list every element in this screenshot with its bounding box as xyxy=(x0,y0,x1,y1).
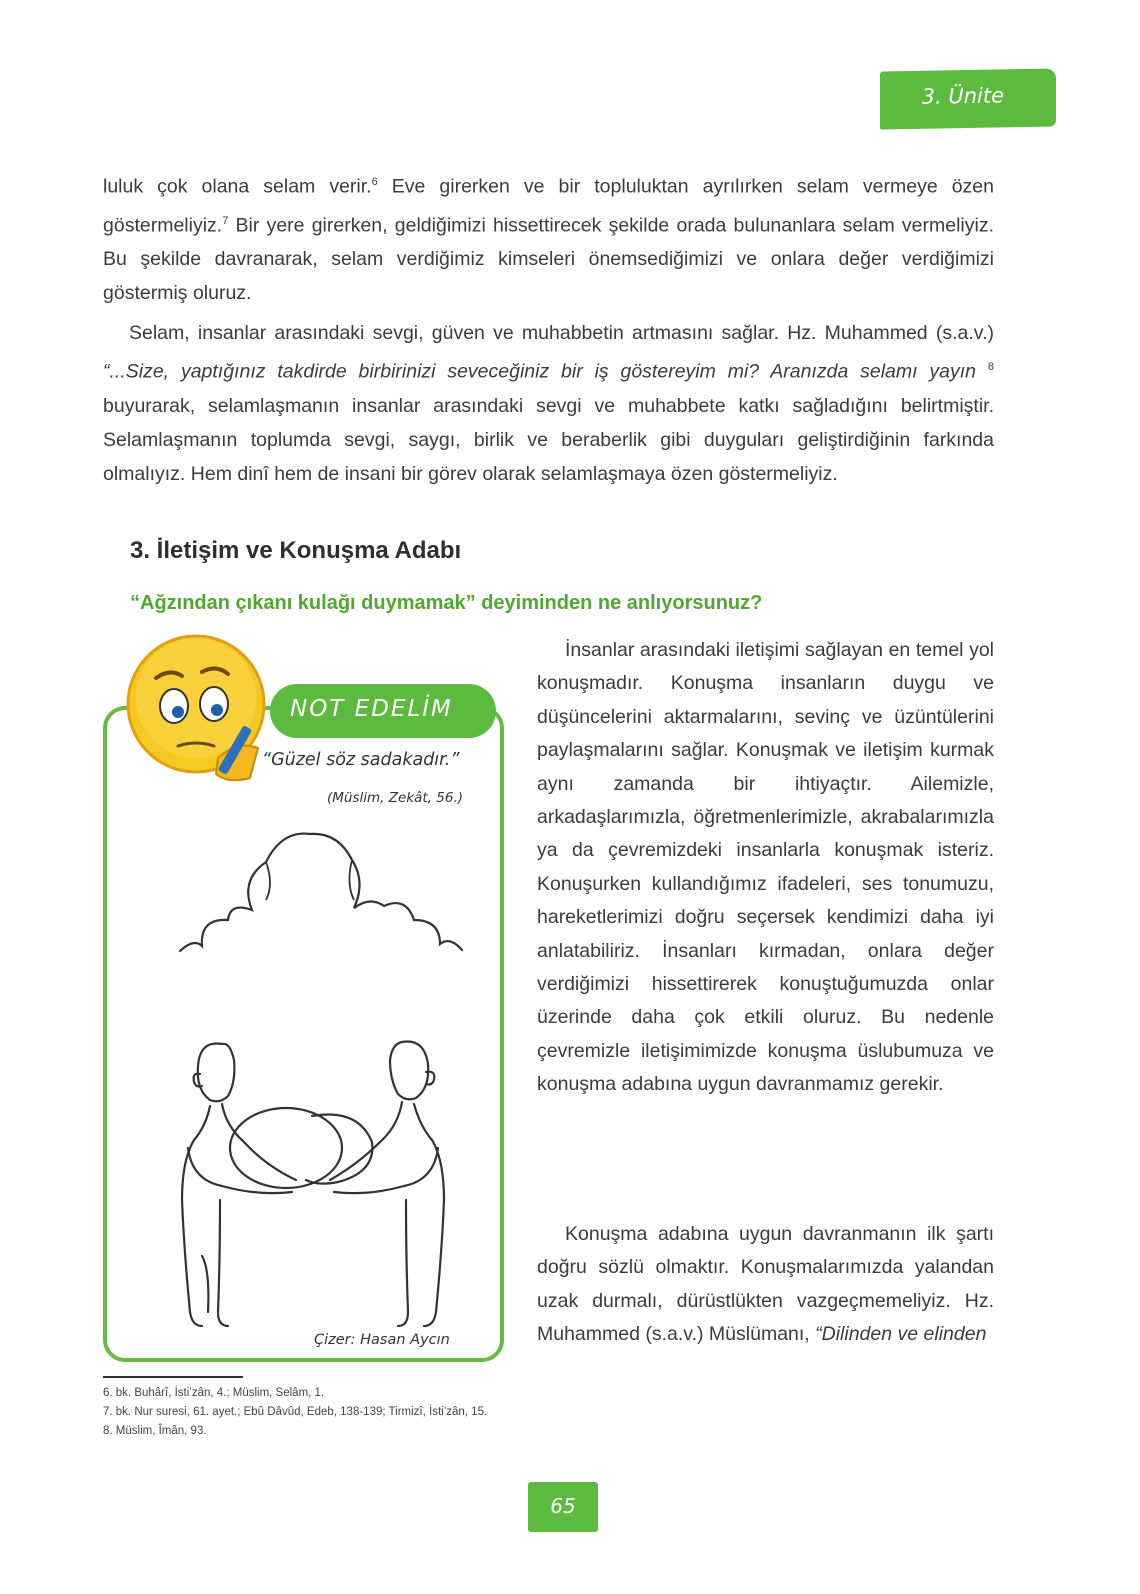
body-paragraph-3: İnsanlar arasındaki iletişimi sağlayan en temel yol konuşmadır. Konuşma insanların duygu ve düşüncelerini aktarmalarını, sevinç ve üzüntülerini paylaşmalarını sağlar. Konuşmak ve iletişim kurmak aynı zamanda bir ihtiyaçtır. Ailemizle, arkadaşlarımızla, öğretmenlerimizle, akrabalarımızla ya da çevremizdeki insanlarla konuşmak isteriz. Konuşurken kullandığımız ifadeleri, ses tonumuzu, hareketlerimizi doğru seçersek kendimizi daha iyi anlatabiliriz. İnsanları kırmadan, onlara değer verdiğimizi hissettirerek konuştuğumuzda onlar üzerinde daha çok etkili oluruz. Bu nedenle çevremizle iletişimimizde konuşma üslubumuza ve konuşma adabına uygun davranmamız gerekir. xyxy=(537,639,994,1096)
footnote-ref-6[interactable]: 6 xyxy=(371,176,378,188)
footnotes xyxy=(103,1384,487,1441)
section-question: “Ağzından çıkanı kulağı duymamak” deyiminden ne anlıyorsunuz? xyxy=(130,592,763,614)
note-source: (Müslim, Zekât, 56.) xyxy=(327,790,463,806)
intro-paragraph-2: Selam, insanlar arasındaki sevgi, güven ve muhabbetin artmasını sağlar. Hz. Muhammed (s.a.v.) “...Size, yaptığınız takdirde birbirinizi seveceğiniz bir iş göstereyim mi? Aranızda selamı yayın $^8$ buyurarak, selamlaşmanın insanlar arasındaki sevgi ve muhabbete katkı sağladığını belirtmiştir. Selamlaşmanın toplumda sevgi, saygı, birlik ve beraberlik gibi duyguları geliştirdiğinin farkında olmalıyız. Hem dinî hem de insani bir görev olarak selamlaşmaya özen göstermeliyiz. xyxy=(103,322,994,485)
people-sharing-illustration xyxy=(162,1030,462,1330)
cloud-illustration xyxy=(170,826,470,976)
note-quote: “Güzel söz sadakadır.” xyxy=(262,750,460,770)
hadith-quote: “...Size, yaptığınız takdirde birbirinizi seveceğiniz bir iş göstereyim mi? Aranızda selamı yayın xyxy=(103,360,977,383)
body-paragraph-4: Konuşma adabına uygun davranmanın ilk şartı doğru sözlü olmaktır. Konuşmalarımızda yalandan uzak durmalı, dürüstlükten vazgeçmemeliyiz. Hz. Muhammed (s.a.v.) Müslümanı, “Dilinden ve elinden xyxy=(537,1223,994,1346)
page-number: 65 xyxy=(550,1494,576,1518)
illustrator-credit: Çizer: Hasan Aycın xyxy=(314,1332,450,1348)
footnote-6: 6. bk. Buhârî, İsti’zân, 4.; Müslim, Selâm, 1. xyxy=(103,1387,325,1399)
footnote-ref-7[interactable]: 7 xyxy=(222,214,229,227)
footnote-ref-8[interactable]: 8 xyxy=(987,361,994,373)
unit-label: 3. Ünite xyxy=(921,83,1004,109)
note-title: NOT EDELİM xyxy=(290,696,453,722)
section-heading: 3. İletişim ve Konuşma Adabı xyxy=(130,537,462,564)
footnote-7: 7. bk. Nur suresi, 61. ayet.; Ebû Dâvûd, Edeb, 138-139; Tirmizî, İsti’zân, 15. xyxy=(103,1406,488,1418)
footnote-divider xyxy=(103,1376,243,1378)
thinking-emoji-icon xyxy=(118,628,278,788)
footnote-8: 8. Müslim, Îmân, 93. xyxy=(103,1425,207,1437)
unit-tab xyxy=(880,68,1056,129)
intro-paragraph-1: luluk çok olana selam verir.$^6$ Eve girerken ve bir topluluktan ayrılırken selam vermeye özen göstermeliyiz.$^7$ Bir yere girerken, geldiğimizi hissettirecek şekilde orada bulunanlara selam vermeliyiz. Bu şekilde davranarak, selam verdiğimiz kimseleri önemsediğimizi ve onlara değer verdiğimizi göstermiş oluruz. xyxy=(103,175,994,304)
hadith-quote-2: “Dilinden ve elinden xyxy=(815,1323,987,1346)
page-number-badge xyxy=(528,1482,598,1532)
note-title-badge xyxy=(270,684,496,738)
